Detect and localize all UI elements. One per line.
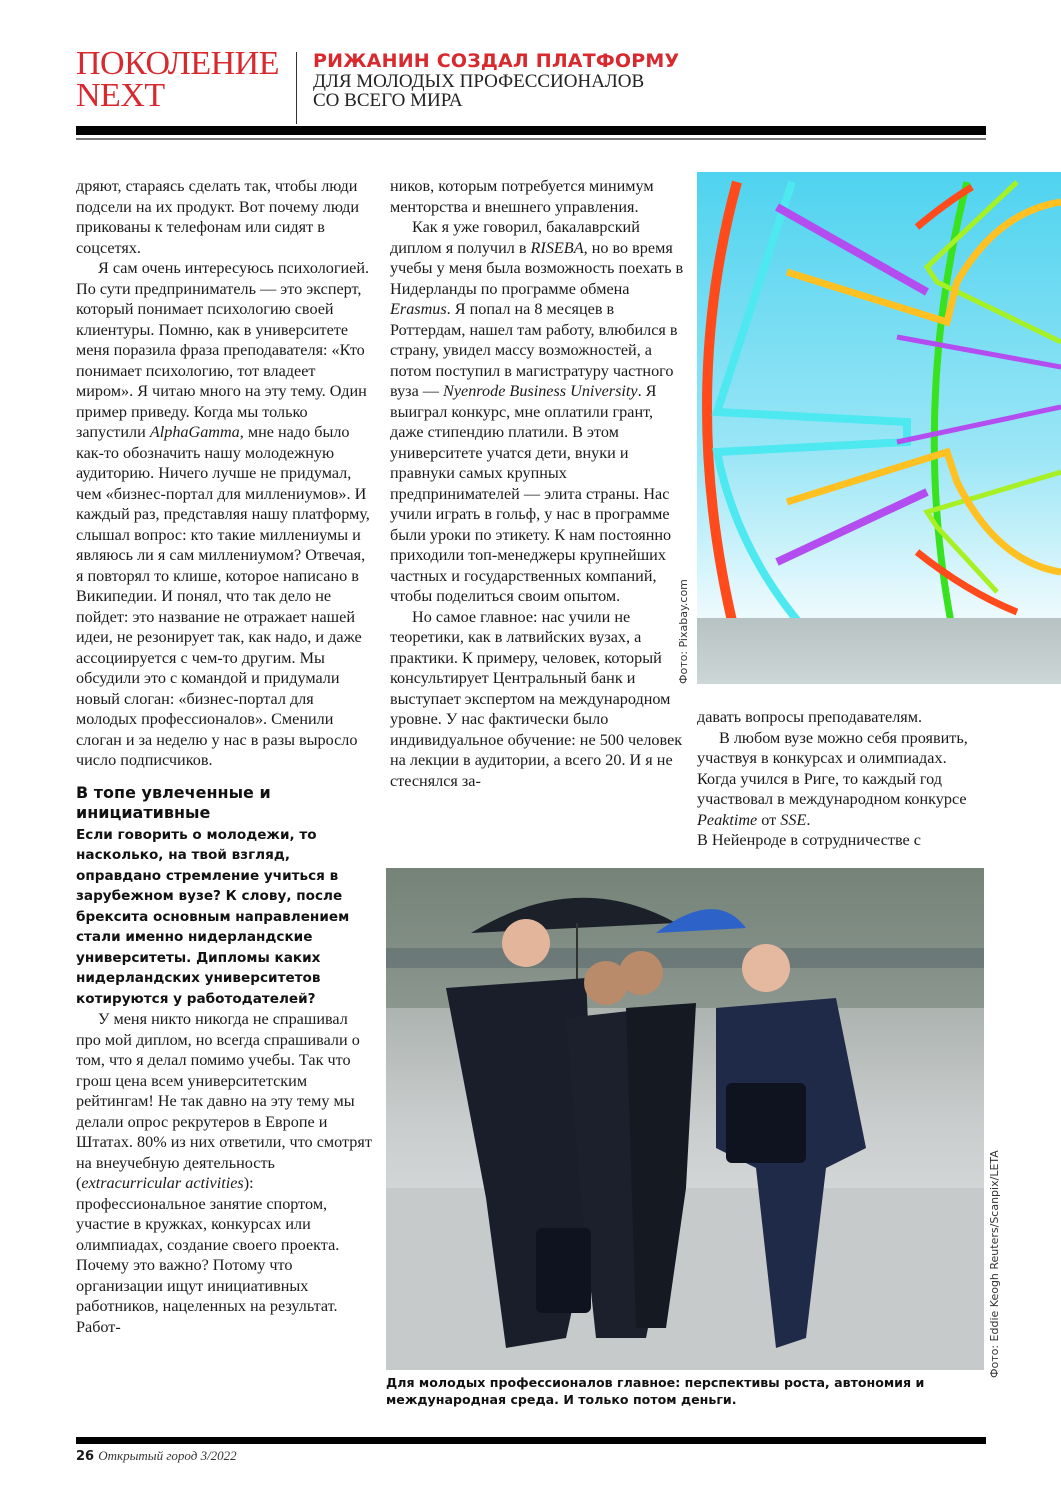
page-number: 26: [76, 1449, 95, 1464]
paragraph: [697, 728, 987, 831]
photo-credit-top: Фото: Pixabay.com: [677, 579, 690, 684]
paragraph: дряют, стараясь сделать так, чтобы люди подсели на их продукт. Вот почему люди прикованы к телефонам или сидят в соцсетях.: [76, 177, 359, 257]
section-subheading: В топе увлеченные и инициативные: [76, 782, 271, 822]
text-run: , но во время учебы у меня была возможность поехать в Нидерланды по программе обмена: [390, 238, 684, 298]
text-run: .: [806, 810, 811, 829]
arrows-illustration: [697, 172, 1061, 684]
arrow-purple-3: [897, 407, 1061, 442]
subtitle-line-1: ДЛЯ МОЛОДЫХ ПРОФЕССИОНАЛОВ: [313, 71, 645, 92]
header-rule-thick: [76, 126, 986, 135]
interview-question: Если говорить о молодежи, то насколько, на твой взгляд, оправдано стремление учиться в зарубежном вузе? К слову, после брексита основным направлением стали именно нидерландские университеты. Дипломы каких нидерландских университетов котируются у работодателей?: [76, 826, 350, 1007]
photo-caption: Для молодых профессионалов главное: перспективы роста, автономия и международная среда. И только потом деньги.: [386, 1375, 925, 1407]
text-run: . Я попал на 8 месяцев в Роттердам, нашел там работу, влюбился в страну, увидел массу возможностей, а потом поступил в магистратуру частного вуза —: [390, 300, 678, 400]
magazine-issue: Открытый город 3/2022: [98, 1448, 237, 1463]
italic-term: Peaktime: [697, 810, 758, 829]
wet-pavement: [386, 1188, 984, 1370]
italic-term: Nyenrode Business University: [443, 382, 638, 400]
italic-term: extracurricular activities: [81, 1174, 244, 1192]
header-rule-thin: [76, 138, 986, 140]
italic-term: AlphaGamma: [149, 423, 240, 441]
briefcase: [726, 1083, 806, 1163]
person-1-head: [502, 919, 550, 967]
page-folio: [76, 1448, 237, 1465]
person-3-head: [619, 951, 663, 995]
italic-term: RISEBA: [530, 238, 584, 257]
students-photo: [386, 868, 984, 1370]
footer-rule: [76, 1437, 986, 1444]
text-run: Как я уже говорил, бакалаврский диплом я получил в: [390, 218, 640, 257]
section-rubric: [76, 45, 280, 114]
arrows-graphic: [697, 172, 1061, 684]
person-4-head: [742, 944, 790, 992]
railing: [386, 948, 984, 968]
italic-term: Erasmus: [390, 300, 447, 318]
article-subtitle: [313, 72, 644, 110]
text-column-2: [390, 176, 690, 791]
arrow-purple-2: [897, 337, 1061, 367]
paragraph: ников, которым потребуется минимум менторства и внешнего управления.: [390, 177, 654, 216]
students-photo-graphic: [386, 868, 984, 1370]
text-run: У меня никто никогда не спрашивал про мой диплом, но всегда спрашивали о том, что я делал помимо учебы. Так что грош цена всем университетским рейтингам! Не так давно на эту тему мы делали опрос рекрутеров в Европе и Штатах. 80% из них ответили, что смотрят на внеучебную деятельность (: [76, 1010, 372, 1192]
paragraph: Но самое главное: нас учили не теоретики, как в латвийских вузах, а практики. К примеру, человек, который консультирует Центральный банк и выступает экспертом на международном уровне. У нас фактически было индивидуальное обучение: не 500 человек на лекции в аудитории, а всего 20. И я не стеснялся за-: [390, 607, 683, 790]
photo-credit-bottom: Фото: Eddie Keogh Reuters/Scanpix/LETA: [988, 1150, 1001, 1378]
arc-cyan: [717, 182, 907, 632]
paragraph: В Нейенроде в сотрудничестве с: [697, 831, 921, 849]
header-divider: [296, 52, 297, 124]
rubric-line-1: ПОКОЛЕНИЕ: [76, 45, 280, 82]
paragraph: [76, 258, 376, 771]
paragraph: давать вопросы преподавателям.: [697, 708, 923, 726]
text-run: , мне надо было как-то обозначить нашу молодежную аудиторию. Ничего лучше не придумал, чем «бизнес-портал для миллениумов». И каждый раз, представляя нашу платформу, слышал вопрос: кто такие миллениумы и являюсь ли я сам миллениумом? Отвечая, я повторял то клише, которое написано в Википедии. И понял, что так дело не пойдет: это название не отражает нашей идеи, не резонирует так, как надо, и даже ассоциируется с чем-то другим. Мы обсудили это с командой и придумали новый слоган: «бизнес-портал для молодых профессионалов». Сменили слоган и за неделю у нас в разы выросло число подписчиков.: [76, 423, 370, 769]
text-run: ): профессиональное занятие спортом, участие в кружках, конкурсах или олимпиадах, создание своего проекта. Почему это важно? Потому что организации ищут инициативных работников, нацеленных на результат. Работ-: [76, 1174, 340, 1336]
text-column-1: [76, 176, 376, 1337]
text-run: Я сам очень интересуюсь психологией. По сути предприниматель — это эксперт, который понимает психологию своей клиентуры. Помню, как в университете меня поразила фраза преподавателя: «Кто понимает психологию, тот владеет миром». Я читаю много на эту тему. Один пример приведу. Когда мы только запустили: [76, 259, 370, 441]
paragraph: [76, 1009, 376, 1337]
arrow-purple-4: [777, 492, 927, 562]
rubric-line-2: NEXT: [76, 77, 165, 114]
text-run: от: [757, 810, 781, 829]
subtitle-line-2: СО ВСЕГО МИРА: [313, 90, 463, 111]
text-run: В любом вузе можно себя проявить, участвуя в конкурсах и олимпиадах. Когда учился в Риге, то каждый год участвовал в международном конкурсе: [697, 728, 968, 808]
bag: [536, 1228, 591, 1313]
paragraph: [390, 217, 690, 607]
text-column-3: [697, 707, 987, 851]
text-run: . Я выиграл конкурс, мне оплатили грант, даже стипендию платили. В этом университете учатся дети, внуки и правнуки самых крупных предпринимателей — элита страны. Нас учили играть в гольф, у нас в программе были уроки по этикету. К нам постоянно приходили топ-менеджеры крупнейших частных и государственных компаний, чтобы поделиться своим опытом.: [390, 382, 672, 605]
reflective-floor: [697, 618, 1061, 684]
italic-term: SSE: [780, 810, 807, 829]
article-title: РИЖАНИН СОЗДАЛ ПЛАТФОРМУ: [313, 50, 680, 72]
